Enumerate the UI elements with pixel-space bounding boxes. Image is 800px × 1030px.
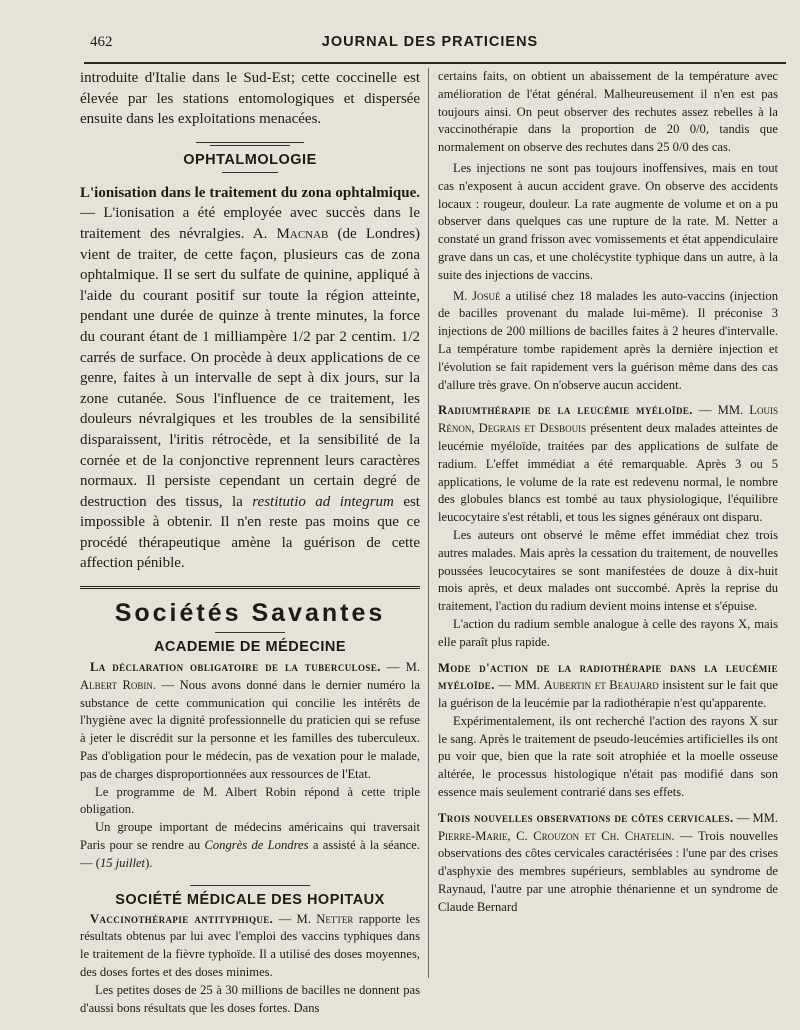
article-text: insistent sur le fait que la guérison de la leucémie par la radiothérapie n'est qu'apparente.	[438, 678, 778, 711]
section-title-ophtalmologie: OPHTALMOLOGIE	[183, 151, 317, 168]
journal-title: JOURNAL DES PRATICIENS	[321, 34, 539, 50]
author-name: Netter	[316, 911, 354, 926]
author-name: Albert Robin	[80, 677, 153, 692]
article-text: — M.	[273, 911, 317, 926]
article-heading: Radiumthérapie de la leucémie myéloïde.	[438, 403, 693, 418]
right-column	[438, 68, 778, 917]
paragraph	[80, 819, 420, 872]
section-rule	[215, 632, 285, 633]
article-text: — MM.	[494, 678, 544, 693]
paragraph-text: M.	[453, 288, 473, 303]
latin-phrase: restitutio ad integrum	[252, 493, 394, 510]
paragraph-text: Un groupe important de médecins américains qui traversait Paris pour se rendre au	[80, 820, 420, 853]
article-text: — MM.	[692, 403, 750, 418]
title-underline	[222, 172, 278, 173]
page-number: 462	[90, 34, 113, 50]
section-title-hopitaux: SOCIÉTÉ MÉDICALE DES HOPITAUX	[115, 891, 385, 908]
congress-name: Congrès de Londres	[204, 838, 309, 853]
article-cotes-cervicales	[438, 810, 778, 917]
author-name: Pierre-Marie, C. Crouzon et Ch. Chatelin	[438, 828, 672, 843]
article-text: — L'ionisation a été employée avec succès dans le traitement des névralgies. A.	[80, 205, 420, 242]
paragraph-text: a assisté à la séance. — (	[80, 838, 420, 870]
article-heading: La déclaration obligatoire de la tuberculose.	[90, 660, 381, 675]
paragraph: Expérimentalement, ils ont recherché l'action des rayons X sur le sang. Après le traitement de pseudo-leucémies artificielles ils ont pu voir que, bien que la rate soit atrophiée et la moelle osseuse altérée, le processus histologique n'était pas modifié dans son essence mais seulement contrarié dans ses effets.	[438, 713, 778, 800]
section-rule	[210, 145, 290, 146]
paragraph: Les auteurs ont observé le même effet immédiat chez trois autres malades. Mais après la cessation du traitement, de nouvelles poussées leucocytaires se sont manifestées de douze à dix-huit mois après, et deux malades ont succombé. Après la reprise du traitement, l'action du radium devient moins intense et s'épuise.	[438, 527, 778, 614]
section-title-academie: ACADEMIE DE MÉDECINE	[153, 639, 347, 656]
paragraph: Les petites doses de 25 à 30 millions de bacilles ne donnent pas d'aussi bons résultats que les doses fortes. Dans	[80, 982, 420, 1015]
article-tuberculose	[80, 659, 420, 784]
intro-paragraph: introduite d'Italie dans le Sud-Est; cette coccinelle est élevée par les stations entomologiques et dispersée ensuite dans les exploitations menacées.	[80, 70, 420, 128]
paragraph: Les injections ne sont pas toujours inoffensives, mais en tout cas n'exposent à aucun accident grave. On observe des accidents locaux : rougeur, douleur. La rate augmente de volume et on a pu observer dans quelques cas une rupture de la rate. M. Netter a constaté un grand frisson avec vomissements et état appendiculaire grave dans un cas, et une cholécystite typhique dans un autre, à la suite des injections de vaccins.	[438, 160, 778, 282]
article-vaccinotherapie	[80, 911, 420, 982]
paragraph-text: a utilisé chez 18 malades les auto-vaccins (injection de bacilles provenant du malade lui-même). Il préconise 3 injections de 200 millions de bacilles faites à 2 heures d'intervalle. La température tombe rapidement après la dernière injection et l'évolution se fait rapidement vers la guérison même dans des cas d'allure très grave. On n'observe aucun accident.	[438, 288, 779, 392]
author-name: Louis Rénon, Degrais et Desbouis	[438, 403, 778, 436]
article-heading: Vaccinothérapie antityphique.	[90, 911, 274, 926]
article-radiotherapie	[438, 660, 778, 713]
article-heading: Trois nouvelles observations de côtes cervicales.	[438, 810, 734, 825]
paragraph	[438, 288, 778, 395]
article-radiumtherapie	[438, 402, 778, 527]
article-text: . — Nous avons donné dans le dernier numéro la substance de cette communication qui concilie les intérêts de l'hygiène avec la dignité professionnelle du praticien qui se refuse à jeter le discrédit sur la personne et les familles des tuberculeux. Pas d'obligation pour le médecin, pas de vexation pour le malade, pas de charges disproportionnées aux ressources de l'Etat.	[80, 677, 420, 781]
societes-savantes-title: Sociétés Savantes	[114, 599, 386, 628]
date: 15 juillet	[99, 855, 146, 870]
column-divider	[428, 68, 429, 978]
paragraph-text: ).	[145, 855, 153, 870]
article-text: présentent deux malades atteintes de leucémie myéloïde, traitées par des applications de sulfate de radium. L'effet immédiat a été remarquable. Après 3 ou 5 applications, le volume de la rate est redevenu normal, le nombre des globules blancs est tombé au taux physiologique, l'équilibre leucocytaire s'est rétabli, et tous les signes généraux ont disparu.	[438, 421, 779, 525]
left-column	[80, 68, 420, 1017]
article-text: est impossible à obtenir. Il n'en reste pas moins que ce procédé thérapeutique amène la guérison de cette affection pénible.	[80, 493, 420, 572]
paragraph: L'action du radium semble analogue à celle des rayons X, mais elle paraît plus rapide.	[438, 616, 778, 649]
author-name: Macnab	[276, 225, 329, 242]
article-text: — MM.	[733, 810, 778, 825]
article-ionisation	[80, 183, 420, 574]
article-heading: Mode d'action de la radiothérapie dans la leucémie myéloïde.	[438, 660, 778, 693]
paragraph: certains faits, on obtient un abaissement de la température avec amélioration de l'état général. Malheureusement il n'en est pas toujours ainsi. On peut observer des rechutes assez rebelles à la vaccinothérapie dans la proportion de 20 0/0, tandis que normalement on observe des rechutes dans 25 0/0 des cas.	[438, 69, 778, 155]
article-text: . — Trois nouvelles observations des côtes cervicales caractérisées : l'une par des crises d'asphyxie des membres supérieurs, semblables au syndrome de Raynaud, l'autre par une atrophie thénarienne et un syndrome de Claude Bernard	[438, 828, 778, 914]
author-name: Aubertin et Beaujard	[543, 678, 659, 693]
double-rule	[80, 586, 420, 589]
article-text: rapporte les résultats obtenus par lui avec l'emploi des vaccins typhiques dans le traitement de la fièvre typhoïde. Il a utilisé des doses moyennes, des doses fortes et des doses minimes.	[80, 911, 421, 980]
article-heading: L'ionisation dans le traitement du zona ophtalmique.	[80, 184, 420, 201]
section-rule	[190, 885, 310, 886]
paragraph: Le programme de M. Albert Robin répond à cette triple obligation.	[80, 784, 420, 817]
section-rule	[196, 142, 304, 143]
article-text: (de Londres) vient de traiter, de cette façon, plusieurs cas de zona ophtalmique. Il se sert du sulfate de quinine, appliqué à l'aide du courant positif sur toute la région atteinte, pendant une durée de quinze à trente minutes, la force du courant étant de 1 milliampère 1/2 par 2 centim. 1/2 carrés de surface. On procède à deux applications de ce genre, faites à un intervalle de sept à dix jours, sur la zone cutanée. Sous l'influence de ce traitement, les douleurs névralgiques et les troubles de la sensibilité disparaissent, l'iritis rétrocède, et la sensibilité de la cornée et de la conjonctive reprennent leurs caractères normaux. Il persiste cependant un certain degré de destruction des tissus, la	[80, 225, 420, 510]
article-text: — M.	[380, 660, 420, 675]
page-header	[80, 34, 780, 56]
author-name: Josué	[472, 288, 501, 303]
header-rule	[84, 62, 786, 64]
